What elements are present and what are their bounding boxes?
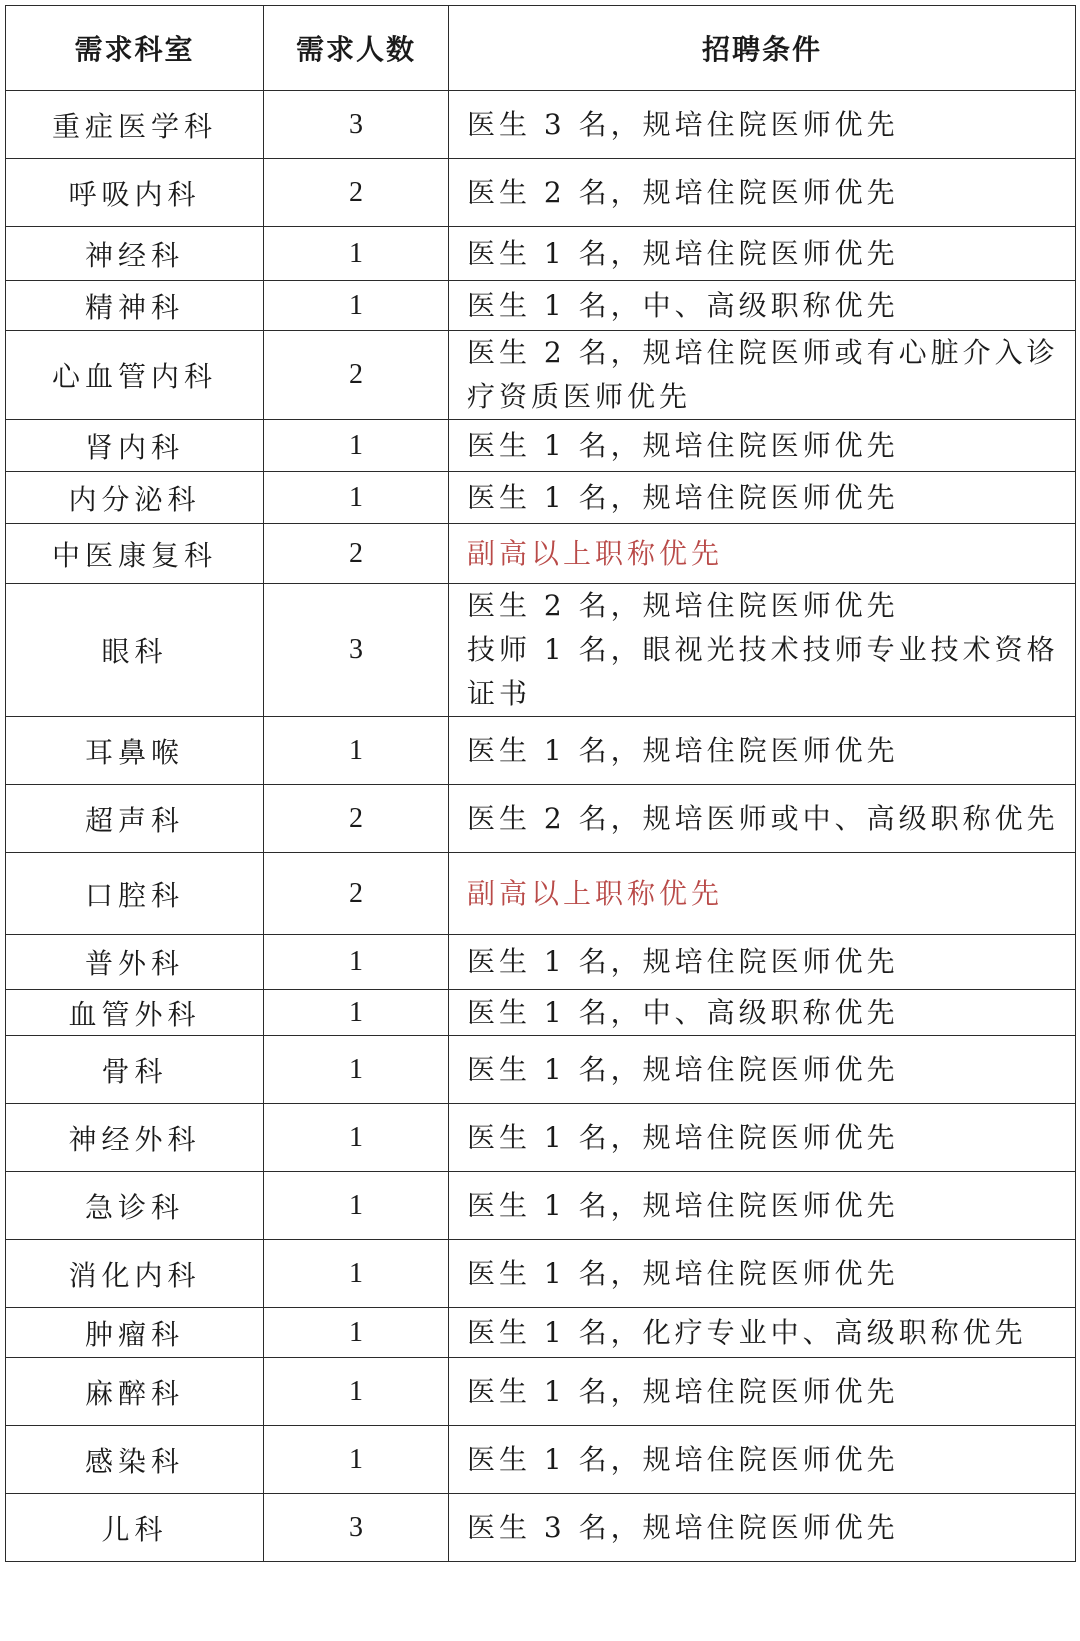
department-cell: 肾内科 xyxy=(6,420,264,472)
requirements-cell xyxy=(449,1426,1076,1494)
requirement-line: 医生 1 名，规培住院医师优先 xyxy=(467,1120,899,1154)
table-row xyxy=(6,990,1076,1036)
table-row xyxy=(6,227,1076,281)
department-cell: 呼吸内科 xyxy=(6,159,264,227)
department-cell: 儿科 xyxy=(6,1494,264,1562)
headcount-cell: 1 xyxy=(264,1426,449,1494)
headcount-cell: 1 xyxy=(264,227,449,281)
requirement-line: 医生 2 名，规培医师或中、高级职称优先 xyxy=(467,801,1059,835)
requirements-cell xyxy=(449,472,1076,524)
table-row xyxy=(6,785,1076,853)
header-headcount: 需求人数 xyxy=(264,6,449,91)
headcount-cell: 2 xyxy=(264,785,449,853)
requirement-line: 副高以上职称优先 xyxy=(467,876,724,910)
headcount-cell: 1 xyxy=(264,990,449,1036)
table-row xyxy=(6,1172,1076,1240)
table-row xyxy=(6,853,1076,935)
requirement-line: 医生 1 名，规培住院医师优先 xyxy=(467,236,899,270)
table-row xyxy=(6,717,1076,785)
headcount-cell: 1 xyxy=(264,281,449,331)
department-cell: 心血管内科 xyxy=(6,331,264,420)
department-cell: 血管外科 xyxy=(6,990,264,1036)
requirement-line: 医生 1 名，中、高级职称优先 xyxy=(467,995,899,1029)
requirements-cell xyxy=(449,990,1076,1036)
table-row xyxy=(6,1308,1076,1358)
headcount-cell: 2 xyxy=(264,159,449,227)
requirements-cell xyxy=(449,331,1076,420)
department-cell: 急诊科 xyxy=(6,1172,264,1240)
table-row xyxy=(6,584,1076,717)
department-cell: 中医康复科 xyxy=(6,524,264,584)
department-cell: 肿瘤科 xyxy=(6,1308,264,1358)
requirement-line: 医生 1 名，规培住院医师优先 xyxy=(467,428,899,462)
table-row xyxy=(6,331,1076,420)
headcount-cell: 3 xyxy=(264,1494,449,1562)
requirement-line: 医生 1 名，规培住院医师优先 xyxy=(467,1442,899,1476)
requirement-line: 医生 2 名，规培住院医师优先 xyxy=(467,589,899,622)
department-cell: 超声科 xyxy=(6,785,264,853)
department-cell: 耳鼻喉 xyxy=(6,717,264,785)
requirement-line: 医生 1 名，规培住院医师优先 xyxy=(467,1374,899,1408)
requirement-line: 副高以上职称优先 xyxy=(467,536,724,570)
table-row xyxy=(6,1358,1076,1426)
headcount-cell: 2 xyxy=(264,524,449,584)
requirement-line: 医生 1 名，规培住院医师优先 xyxy=(467,1052,899,1086)
requirements-cell xyxy=(449,420,1076,472)
headcount-cell: 1 xyxy=(264,1358,449,1426)
requirement-line: 医生 1 名，化疗专业中、高级职称优先 xyxy=(467,1315,1027,1349)
department-cell: 眼科 xyxy=(6,584,264,717)
table-row xyxy=(6,281,1076,331)
requirements-cell xyxy=(449,159,1076,227)
department-cell: 内分泌科 xyxy=(6,472,264,524)
requirements-cell xyxy=(449,785,1076,853)
header-requirements: 招聘条件 xyxy=(449,6,1076,91)
requirement-line: 技师 1 名，眼视光技术技师专业技术资格 xyxy=(467,633,1059,666)
requirements-cell xyxy=(449,227,1076,281)
header-row xyxy=(6,6,1076,91)
requirement-line: 医生 1 名，规培住院医师优先 xyxy=(467,1256,899,1290)
department-cell: 感染科 xyxy=(6,1426,264,1494)
headcount-cell: 1 xyxy=(264,1308,449,1358)
department-cell: 骨科 xyxy=(6,1036,264,1104)
table-row xyxy=(6,1104,1076,1172)
department-cell: 麻醉科 xyxy=(6,1358,264,1426)
requirements-cell xyxy=(449,935,1076,990)
requirements-cell xyxy=(449,281,1076,331)
department-cell: 重症医学科 xyxy=(6,91,264,159)
requirement-line: 医生 1 名，中、高级职称优先 xyxy=(467,288,899,322)
requirements-cell xyxy=(449,1308,1076,1358)
requirement-line: 疗资质医师优先 xyxy=(467,380,692,413)
table-body xyxy=(6,91,1076,1562)
requirement-line: 医生 1 名，规培住院医师优先 xyxy=(467,480,899,514)
requirements-cell xyxy=(449,1172,1076,1240)
header-department: 需求科室 xyxy=(6,6,264,91)
table-row xyxy=(6,524,1076,584)
headcount-cell: 1 xyxy=(264,935,449,990)
requirements-cell xyxy=(449,1494,1076,1562)
requirements-cell xyxy=(449,717,1076,785)
table-row xyxy=(6,1240,1076,1308)
headcount-cell: 3 xyxy=(264,584,449,717)
requirements-cell xyxy=(449,584,1076,717)
table-row xyxy=(6,472,1076,524)
table-row xyxy=(6,420,1076,472)
requirements-cell xyxy=(449,1240,1076,1308)
department-cell: 神经科 xyxy=(6,227,264,281)
recruitment-table-container xyxy=(5,5,1075,1562)
requirement-line: 证书 xyxy=(467,677,532,710)
headcount-cell: 1 xyxy=(264,1172,449,1240)
table-row xyxy=(6,91,1076,159)
requirements-cell xyxy=(449,1358,1076,1426)
headcount-cell: 2 xyxy=(264,853,449,935)
headcount-cell: 3 xyxy=(264,91,449,159)
department-cell: 普外科 xyxy=(6,935,264,990)
table-row xyxy=(6,1426,1076,1494)
requirements-cell xyxy=(449,1036,1076,1104)
headcount-cell: 2 xyxy=(264,331,449,420)
table-row xyxy=(6,1494,1076,1562)
requirements-cell xyxy=(449,1104,1076,1172)
department-cell: 精神科 xyxy=(6,281,264,331)
table-row xyxy=(6,159,1076,227)
headcount-cell: 1 xyxy=(264,472,449,524)
department-cell: 消化内科 xyxy=(6,1240,264,1308)
headcount-cell: 1 xyxy=(264,1240,449,1308)
requirement-line: 医生 1 名，规培住院医师优先 xyxy=(467,733,899,767)
requirement-line: 医生 1 名，规培住院医师优先 xyxy=(467,1188,899,1222)
requirements-cell xyxy=(449,524,1076,584)
requirements-cell xyxy=(449,853,1076,935)
requirement-line: 医生 2 名，规培住院医师或有心脏介入诊 xyxy=(467,336,1059,369)
headcount-cell: 1 xyxy=(264,1104,449,1172)
recruitment-table xyxy=(5,5,1076,1562)
requirements-cell xyxy=(449,91,1076,159)
requirement-line: 医生 1 名，规培住院医师优先 xyxy=(467,945,899,978)
requirement-line: 医生 2 名，规培住院医师优先 xyxy=(467,175,899,209)
headcount-cell: 1 xyxy=(264,717,449,785)
table-row xyxy=(6,1036,1076,1104)
requirement-line: 医生 3 名，规培住院医师优先 xyxy=(467,1510,899,1544)
department-cell: 口腔科 xyxy=(6,853,264,935)
table-row xyxy=(6,935,1076,990)
headcount-cell: 1 xyxy=(264,1036,449,1104)
department-cell: 神经外科 xyxy=(6,1104,264,1172)
requirement-line: 医生 3 名，规培住院医师优先 xyxy=(467,107,899,141)
headcount-cell: 1 xyxy=(264,420,449,472)
